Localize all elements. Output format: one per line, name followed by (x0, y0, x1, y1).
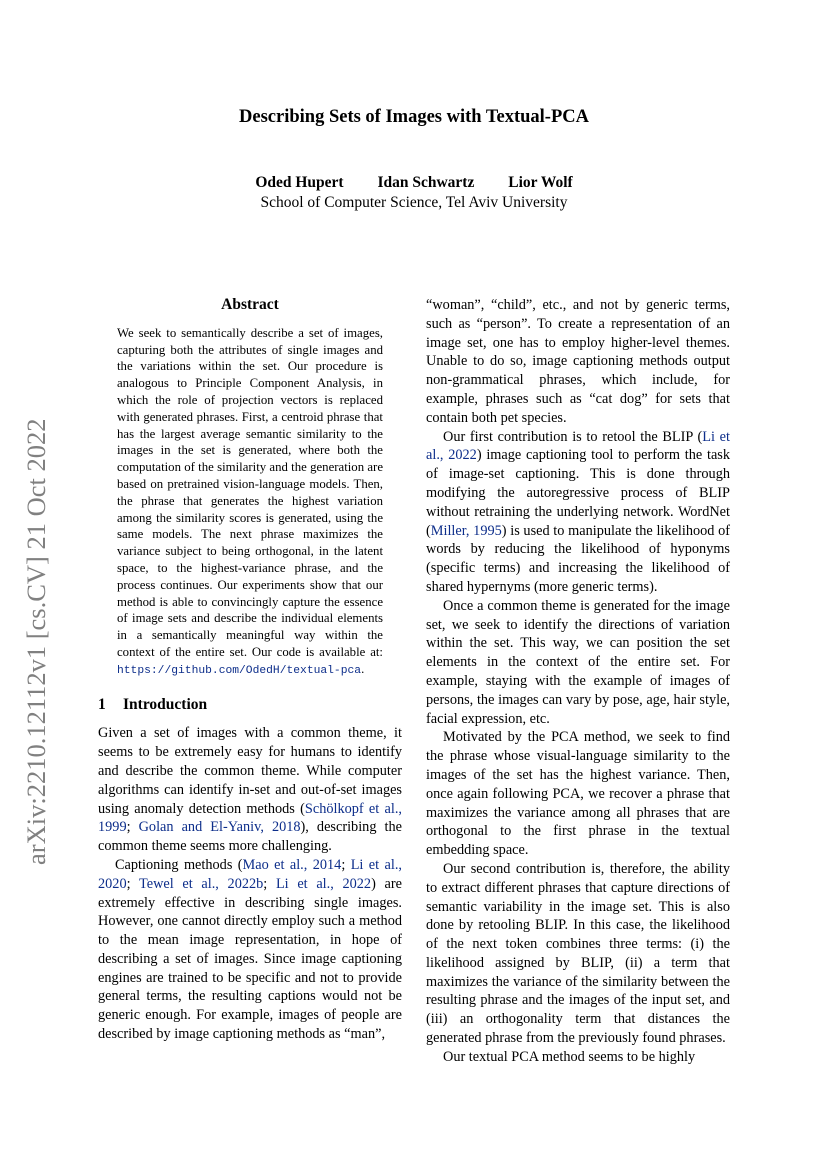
left-column (98, 296, 402, 1044)
section-heading (98, 696, 402, 715)
citation-link[interactable]: Li et al., 2022 (275, 875, 372, 892)
paragraph (98, 724, 402, 856)
paragraph-text: “woman”, “child”, etc., and not by generic terms, such as “person”. To create a representation of an image set, one has to employ higher-level themes. Unable to do so, image captioning methods output non-grammatical phrases, which include, for example, phrases such as “cat dog” for sets that contain both pet species. (426, 297, 730, 426)
abstract-body (117, 325, 383, 680)
affiliation: School of Computer Science, Tel Aviv University (260, 194, 568, 211)
separator: ; (341, 856, 351, 873)
right-column (426, 296, 730, 1067)
paragraph: Our second contribution is, therefore, the ability to extract different phrases that capture directions of semantic variability in the image set. This is also done by retooling BLIP. In this case, the likelihood of the next token combines three terms: (i) the likelihood assigned by BLIP, (ii) a term that maximizes the variance of the similarity between the resulting phrase and the images of the input set, and (iii) an orthogonality term that distances the generated phrase from the previously found phrases. (426, 860, 730, 1047)
section-title: Introduction (123, 695, 208, 713)
paragraph-continued (426, 296, 730, 428)
paragraph: Our textual PCA method seems to be highly (443, 1048, 696, 1065)
code-link[interactable]: https://github.com/OdedH/textual-pca (117, 664, 362, 677)
separator: ; (126, 819, 139, 836)
paragraph-text: ) image captioning tool to perform the task of image-set captioning. This is done through modifying the autoregressive process of BLIP without retraining the underlying network. WordNet ( (426, 447, 730, 539)
paper-title: Describing Sets of Images with Textual-PCA (239, 107, 589, 127)
paragraph-text: Given a set of images with a common theme, it seems to be extremely easy for humans to identify and describe the common theme. While computer algorithms can identify in-set and out-of-set images using anomaly detection methods ( (98, 725, 402, 817)
paragraph (426, 428, 730, 597)
paragraph-text: ) is used to manipulate the likelihood of words by reducing the likelihood of hyponyms (specific terms) and increasing the likelihood of shared hypernyms (more generic terms). (426, 522, 731, 595)
author-list (0, 174, 828, 192)
author-name: Lior Wolf (508, 174, 573, 191)
paragraph-text: ) are extremely effective in describing single images. However, one cannot directly employ such a method to the mean image representation, in hope of describing a set of images. Since image captioning engines are trained to be specific and not to provide general terms, the resulting captions would not be generic enough. For example, images of people are described by image captioning methods as “man”, (98, 875, 402, 1043)
author-name: Oded Hupert (255, 174, 344, 191)
citation-link[interactable]: Tewel et al., 2022b (139, 875, 264, 892)
paragraph-text: ), describing the common theme seems more challenging. (98, 819, 402, 855)
citation-link[interactable]: Schölkopf et al., 1999 (98, 800, 402, 836)
arxiv-identifier: arXiv:2210.12112v1 [cs.CV] 21 Oct 2022 (21, 418, 51, 865)
paragraph (98, 856, 402, 1044)
author-name: Idan Schwartz (377, 174, 475, 191)
section-number: 1 (98, 695, 106, 713)
citation-link[interactable]: Golan and El-Yaniv, 2018 (138, 819, 301, 836)
citation-link[interactable]: Li et al., 2020 (98, 856, 402, 892)
abstract-text: We seek to semantically describe a set of images, capturing both the attributes of single images and the variations within the set. Our procedure is analogous to Principle Component Analysis, in which the role of projection vectors is replaced with generated phrases. First, a centroid phrase that has the largest average semantic similarity to the images in the set is generated, where both the computation of the similarity and the generation are based on pretrained vision-language models. Then, the phrase that generates the highest variation among the similarity scores is generated, using the same models. The next phrase maximizes the variance subject to being orthogonal, in the latent space, to the highest-variance phrase, and the process continues. Our experiments show that our method is able to convincingly capture the essence of image sets and describe the individual elements in a semantically meaningful way within the context of the entire set. Our code is available at: (117, 325, 383, 659)
citation-link[interactable]: Li et al., 2022 (426, 428, 730, 464)
paragraph-text: Captioning methods ( (115, 856, 243, 873)
paragraph: Motivated by the PCA method, we seek to find the phrase whose visual-language similarity to the images of the set has the highest variance. Then, once again following PCA, we recover a phrase that maximizes the variance among all phrases that are orthogonal to the first phrase in the textual embedding space. (426, 729, 730, 859)
citation-link[interactable]: Mao et al., 2014 (242, 856, 342, 873)
abstract-end: . (361, 661, 365, 676)
paragraph: Once a common theme is generated for the image set, we seek to identify the directions of variation within the set. This way, we can position the set elements in the context of the entire set. For example, staying with the example of images of persons, the images can vary by pose, age, hair style, facial expression, etc. (426, 597, 730, 727)
citation-link[interactable]: Miller, 1995 (430, 522, 502, 539)
abstract-heading: Abstract (221, 296, 279, 313)
separator: ; (263, 875, 276, 892)
separator: ; (126, 875, 139, 892)
paragraph-text: Our first contribution is to retool the BLIP ( (443, 428, 703, 445)
